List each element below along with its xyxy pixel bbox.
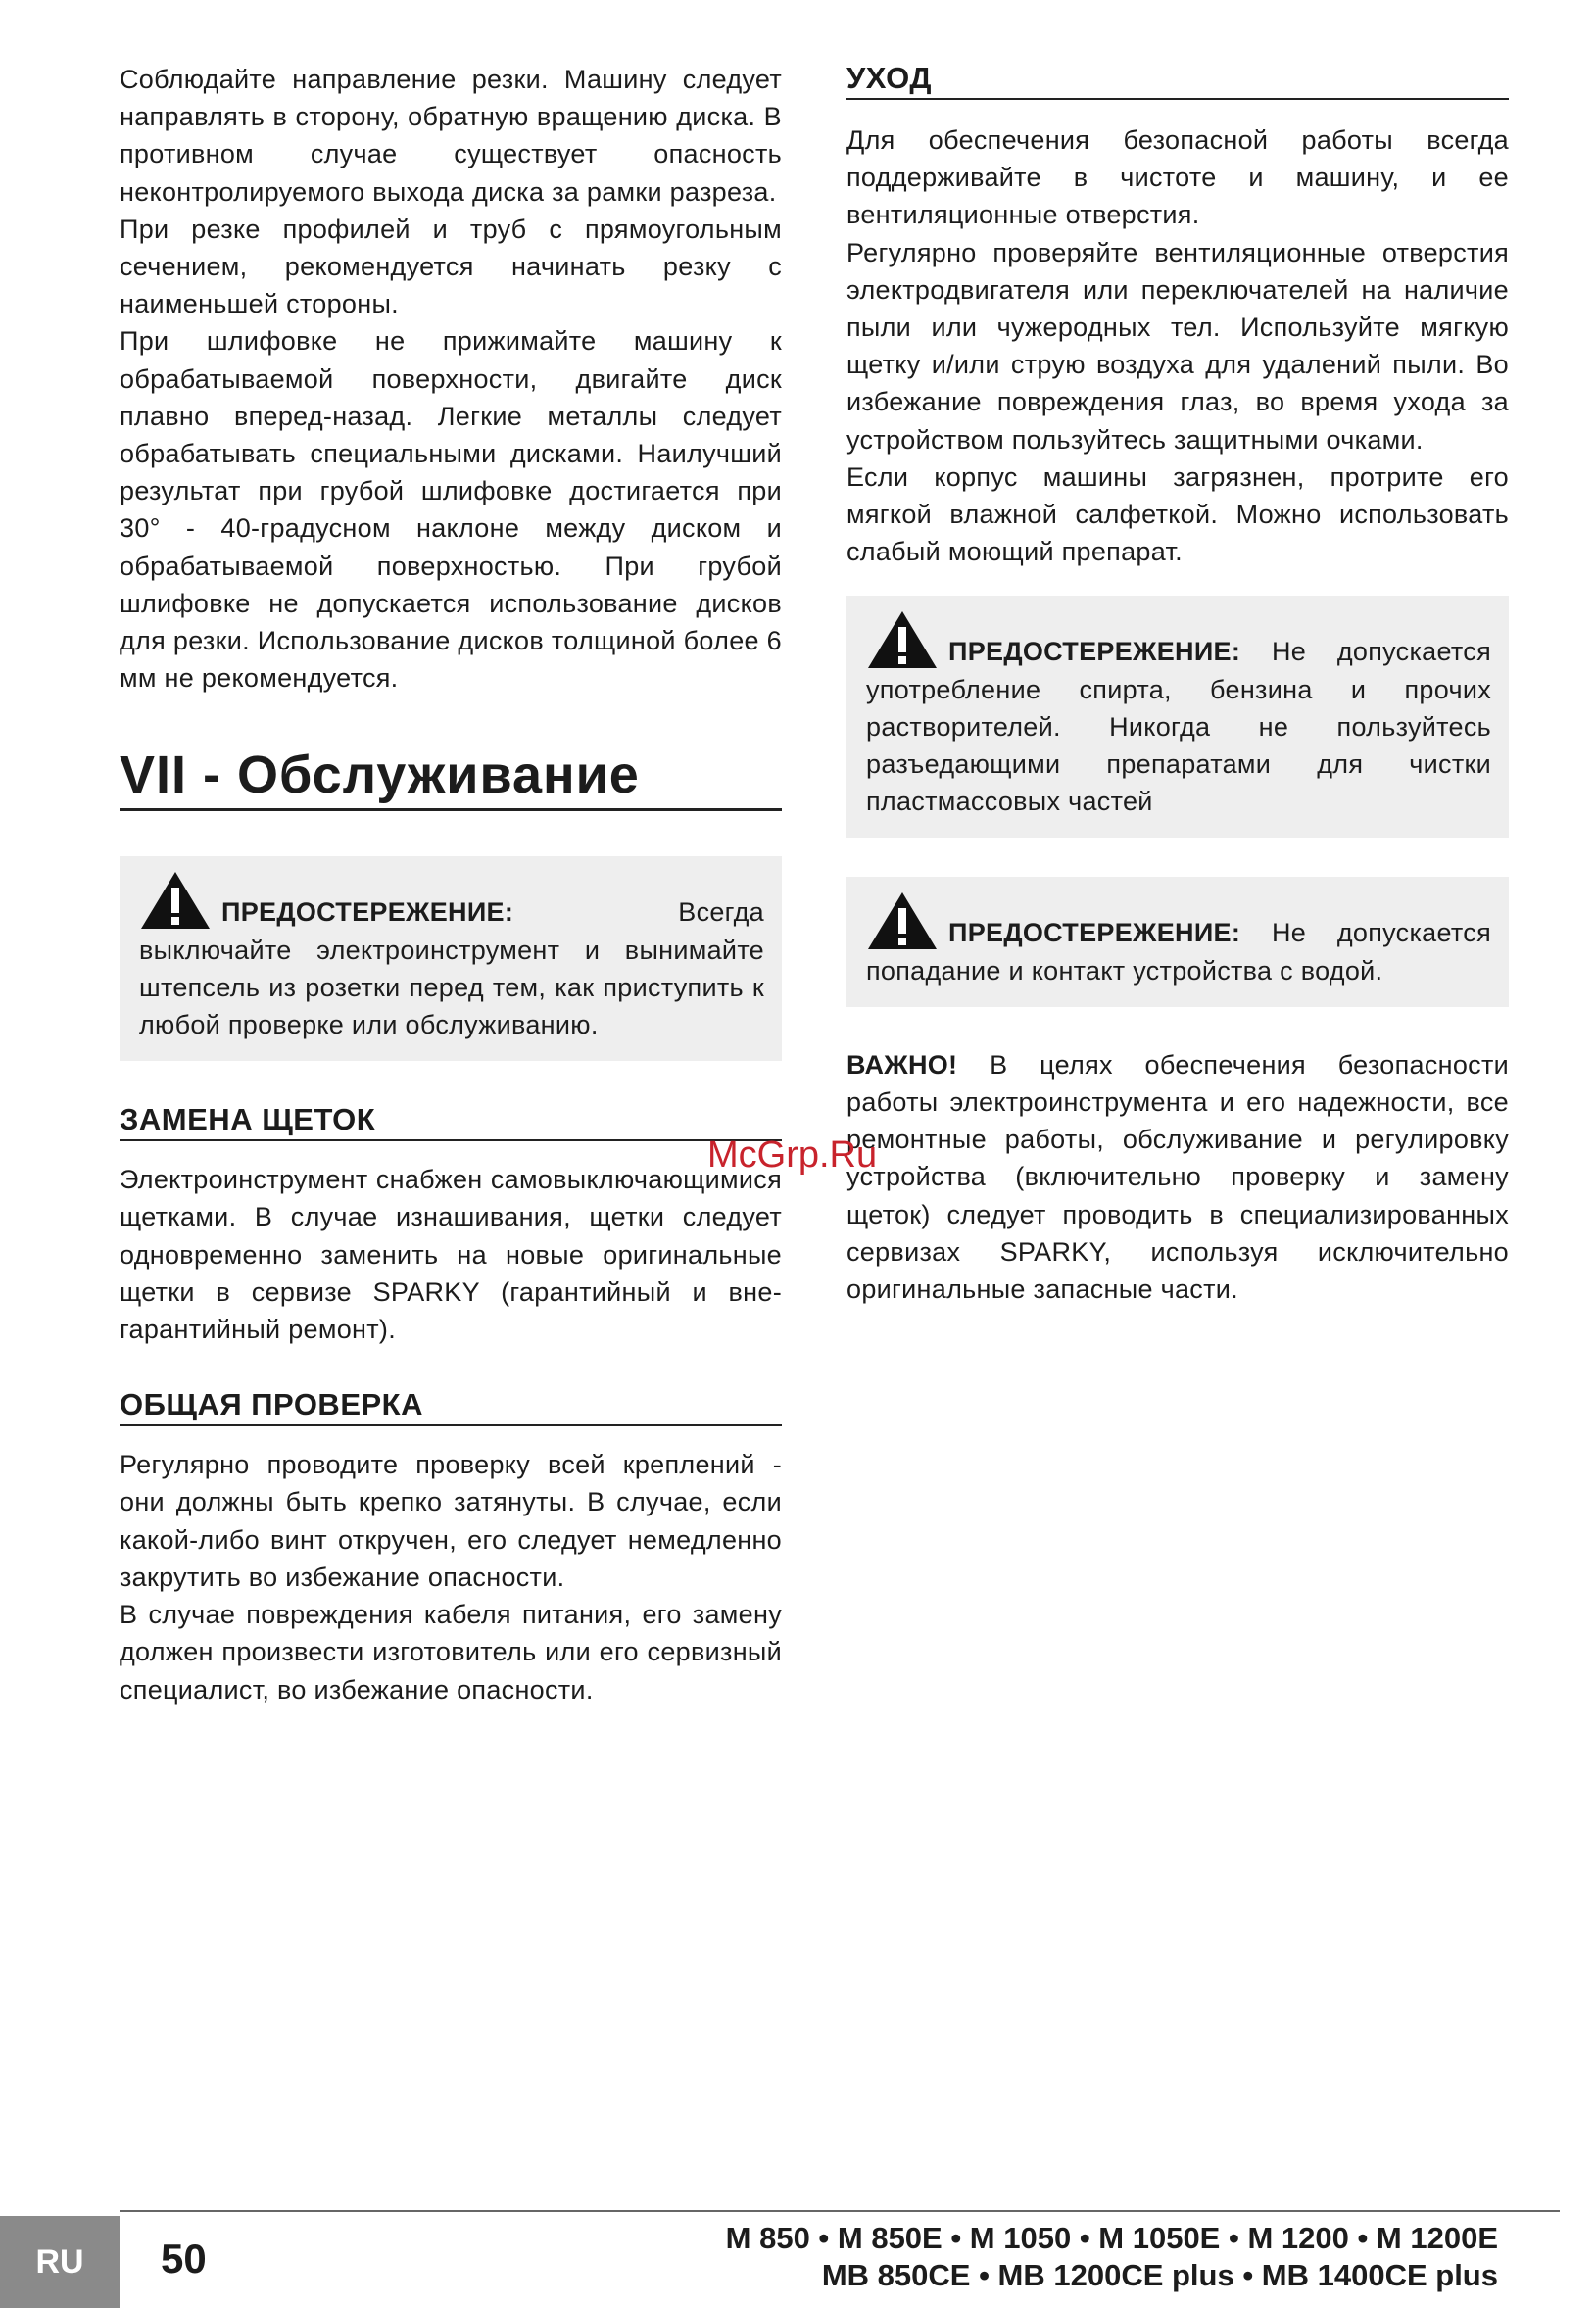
section-heading-general-check: ОБЩАЯ ПРОВЕРКА: [120, 1387, 782, 1426]
intro-paragraph-1: Соблюдайте направление резки. Машину следует направлять в сторону, обратную вращению диска. В противном случае существует опасность неконтролируемого выхода диска за рамки разреза.: [120, 65, 782, 207]
warning-triangle-icon: [866, 609, 939, 670]
model-list: [726, 2220, 1498, 2294]
models-line-1: M 850 • M 850E • M 1050 • M 1050E • M 1200 • M 1200E: [725, 2221, 1498, 2255]
watermark: McGrp.Ru: [707, 1134, 878, 1176]
warning-triangle-icon: [139, 870, 212, 931]
important-paragraph: [846, 1046, 1509, 1308]
care-paragraph-3: Если корпус машины загрязнен, протрите его мягкой влажной салфеткой. Можно использовать слабый моющий препарат.: [846, 461, 1509, 567]
care-paragraph-1: Для обеспечения безопасной работы всегда поддерживайте в чистоте и машину, и ее вентиляционные отверстия.: [846, 125, 1509, 230]
models-line-2: MB 850CE • MB 1200CE plus • MB 1400CE plus: [821, 2258, 1498, 2292]
page-number: 50: [161, 2236, 207, 2282]
warning-body-1: Всегда выключайте электроинструмент и вынимайте штепсель из розетки перед тем, как приступить к любой проверке или обслуживанию.: [139, 897, 764, 1040]
footer-divider: [120, 2210, 1560, 2212]
warning-label-2: ПРЕДОСТЕРЕЖЕНИЕ:: [948, 637, 1241, 667]
check-paragraph-2: В случае повреждения кабеля питания, его замену должен произвести изготовитель или его сервизный специалист, во избежание опасности.: [120, 1600, 782, 1705]
left-column: [120, 61, 782, 1708]
warning-text-2: [866, 609, 1491, 820]
warning-text-1: [139, 870, 764, 1043]
important-body: В целях обеспечения безопасности работы электроинструмента и его надежности, все ремонтные работы, обслуживание и регулировку устройства (включительно проверку и замену щеток) следует проводить в специализированных сервизах SPARKY, используя исключительно оригинальные запасные части.: [846, 1049, 1509, 1305]
warning-box-1: [120, 856, 782, 1061]
check-paragraph-1: Регулярно проводите проверку всей креплений - они должны быть крепко затянуты. В случае, если какой-либо винт откручен, его следует немедленно закрутить во избежание опасности.: [120, 1450, 782, 1592]
warning-text-3: [866, 890, 1491, 988]
important-label: ВАЖНО!: [846, 1049, 958, 1080]
section-heading-brushes: ЗАМЕНА ЩЕТОК: [120, 1102, 782, 1141]
warning-body-3: Не допускается попадание и контакт устройства с водой.: [866, 918, 1491, 986]
section-heading-care: УХОД: [846, 61, 1509, 100]
intro-paragraph-3: При шлифовке не прижимайте машину к обрабатываемой поверхности, двигайте диск плавно вперед-назад. Легкие металлы следует обрабатывать специальными дисками. Наилучший результат при грубой шлифовке достигается при 30° - 40-градусном наклоне между диском и обрабатываемой поверхностью. При грубой шлифовке не допускается использование дисков для резки. Использование дисков толщиной более 6 мм не рекомендуется.: [120, 326, 782, 694]
warning-box-3: [846, 877, 1509, 1006]
chapter-title: VII - Обслуживание: [120, 745, 782, 811]
brushes-paragraph: Электроинструмент снабжен самовыключающимися щетками. В случае изнашивания, щетки следует одновременно заменить на новые оригинальные щетки в сервизе SPARKY (гарантийный и вне-гарантийный ремонт).: [120, 1165, 782, 1345]
language-badge: RU: [0, 2216, 120, 2308]
intro-paragraph-2: При резке профилей и труб с прямоугольным сечением, рекомендуется начинать резку с наименьшей стороны.: [120, 214, 782, 319]
page-footer: [0, 2216, 1596, 2308]
warning-body-2: Не допускается употребление спирта, бензина и прочих растворителей. Никогда не пользуйтесь разъедающими препаратами для чистки пластмассовых частей: [866, 637, 1491, 817]
warning-label-1: ПРЕДОСТЕРЕЖЕНИЕ:: [221, 897, 514, 928]
warning-label-3: ПРЕДОСТЕРЕЖЕНИЕ:: [948, 918, 1241, 948]
care-paragraph-2: Регулярно проверяйте вентиляционные отверстия электродвигателя или переключателей на наличие пыли или чужеродных тел. Используйте мягкую щетку и/или струю воздуха для удалений пыли. Во избежание повреждения глаз, во время ухода за устройством пользуйтесь защитными очками.: [846, 237, 1509, 455]
right-column: [846, 61, 1509, 1308]
warning-triangle-icon: [866, 890, 939, 951]
warning-box-2: [846, 596, 1509, 838]
